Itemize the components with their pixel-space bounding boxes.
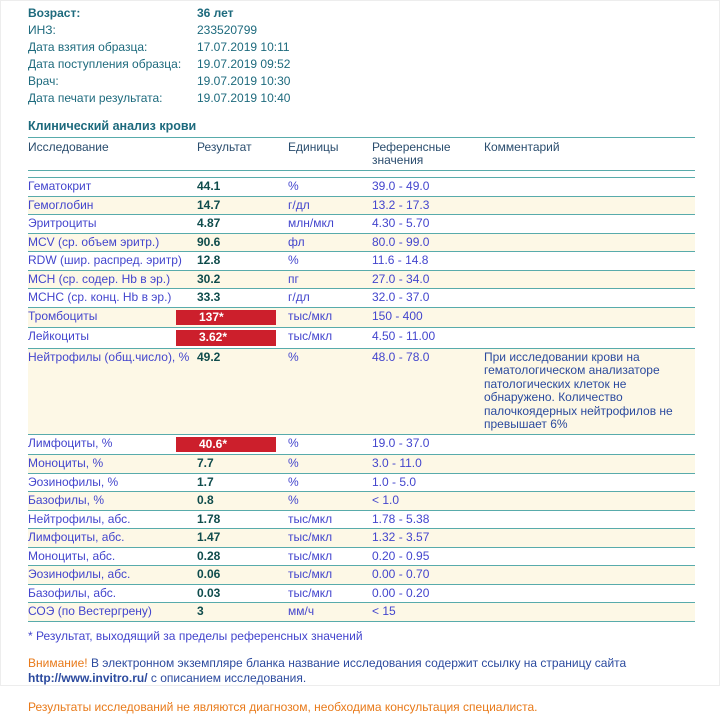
test-comment [484,270,695,289]
test-result: 3 [197,604,204,618]
test-units: пг [288,271,299,286]
test-units: млн/мкл [288,216,334,230]
info-value: 36 лет [197,6,234,20]
column-header-comment: Комментарий [484,140,560,154]
disclaimer-text: Результаты исследований не являются диагнозом, необходима консультация специалиста. [28,699,538,714]
test-units: % [288,349,299,364]
info-label: ИНЗ: [28,23,56,37]
test-name: Эозинофилы, % [28,474,119,489]
header-spacer [28,171,695,178]
test-reference: 150 - 400 [372,308,423,323]
test-reference: 80.0 - 99.0 [372,234,430,249]
test-reference: 4.30 - 5.70 [372,216,430,230]
test-result: 33.3 [197,290,221,304]
attention-label: Внимание! [28,655,88,670]
info-row [28,22,695,39]
test-reference: 1.0 - 5.0 [372,474,417,489]
test-reference: 0.00 - 0.70 [372,567,430,581]
test-comment [484,455,695,474]
test-reference: 11.6 - 14.8 [372,253,429,267]
test-comment [484,178,695,197]
test-comment [484,566,695,585]
table-row [28,270,695,289]
test-reference: 27.0 - 34.0 [372,271,430,286]
test-units: тыс/мкл [288,511,333,526]
test-comment [484,307,695,328]
test-reference: 3.0 - 11.0 [372,456,422,470]
test-units: % [288,435,299,450]
test-comment [484,492,695,511]
table-header-row [28,138,695,171]
test-name: MCV (ср. объем эритр.) [28,234,160,249]
test-result: 90.6 [197,234,221,249]
column-header-result: Результат [197,140,252,154]
test-result: 1.47 [197,530,221,544]
info-row [28,39,695,56]
test-comment [484,547,695,566]
test-result: 44.1 [197,179,221,193]
test-comment [484,328,695,349]
test-units: % [288,474,299,489]
test-units: тыс/мкл [288,329,333,343]
info-label: Врач: [28,74,59,88]
info-row [28,90,695,107]
test-units: мм/ч [288,604,315,618]
test-comment [484,252,695,271]
results-table-body [28,178,695,622]
test-comment [484,473,695,492]
table-row [28,196,695,215]
test-name: RDW (шир. распред. эритр) [28,253,182,267]
test-units: % [288,179,299,193]
table-row [28,510,695,529]
test-comment [484,215,695,234]
test-comment [484,510,695,529]
info-value: 19.07.2019 10:30 [197,74,291,88]
test-comment [484,529,695,548]
test-reference: 39.0 - 49.0 [372,179,430,193]
test-result [197,307,288,328]
column-header-test: Исследование [28,140,109,154]
test-name: Базофилы, абс. [28,585,117,600]
test-reference: 32.0 - 37.0 [372,290,430,304]
info-value: 17.07.2019 10:11 [197,40,290,54]
table-row [28,233,695,252]
table-row [28,529,695,548]
info-row [28,5,695,22]
table-row [28,348,695,434]
test-name: Гемоглобин [28,197,94,212]
test-result: 0.8 [197,493,214,507]
table-row [28,252,695,271]
test-result: 12.8 [197,253,221,267]
test-comment [484,233,695,252]
test-result [197,328,288,349]
test-name: Эритроциты [28,216,97,230]
table-row [28,215,695,234]
test-result: 7.7 [197,456,214,470]
test-units: % [288,493,299,507]
test-name: Лейкоциты [28,329,90,343]
results-table [28,137,695,622]
table-row [28,455,695,474]
test-reference: 1.78 - 5.38 [372,511,430,526]
test-comment [484,434,695,455]
table-row [28,328,695,349]
test-units: г/дл [288,290,310,304]
table-row [28,584,695,603]
test-reference: < 15 [372,604,396,618]
test-units: г/дл [288,197,310,212]
test-name: Эозинофилы, абс. [28,567,131,581]
test-comment: При исследовании крови на гематологическом анализаторе патологических клеток не обнаружено. Количество палочкоядерных нейтрофилов не превышает 6% [484,349,673,431]
test-name: Лимфоциты, % [28,435,113,450]
test-reference: 0.20 - 0.95 [372,548,430,563]
table-row [28,492,695,511]
test-units: % [288,253,299,267]
test-reference: 13.2 - 17.3 [372,197,430,212]
test-name: Лимфоциты, абс. [28,530,125,544]
table-row [28,547,695,566]
test-comment [484,584,695,603]
out-of-range-footnote: * Результат, выходящий за пределы референсных значений [28,628,363,643]
test-result: 1.78 [197,511,221,526]
test-units: тыс/мкл [288,567,333,581]
test-units: тыс/мкл [288,548,333,563]
table-row [28,434,695,455]
sample-info-block [28,5,695,107]
test-result: 4.87 [197,216,221,230]
info-label: Дата взятия образца: [28,40,148,54]
test-reference: 48.0 - 78.0 [372,349,430,364]
attention-notice [28,656,668,686]
test-name: Тромбоциты [28,308,98,323]
info-value: 233520799 [197,23,258,37]
info-row [28,73,695,90]
test-units: % [288,456,299,470]
test-reference: 4.50 - 11.00 [372,329,436,343]
test-units: тыс/мкл [288,585,333,600]
test-result: 0.06 [197,567,221,581]
table-row [28,603,695,622]
test-reference: 0.00 - 0.20 [372,585,430,600]
test-result [197,434,288,455]
out-of-range-highlight: 40.6* [176,437,276,453]
column-header-reference: Референсные значения [372,140,451,167]
test-result: 1.7 [197,474,214,489]
table-row [28,566,695,585]
test-result: 30.2 [197,271,221,286]
test-name: СОЭ (по Вестергрену) [28,604,152,618]
out-of-range-highlight: 137* [176,310,276,326]
test-units: тыс/мкл [288,530,333,544]
test-comment [484,289,695,308]
test-name: Базофилы, % [28,493,104,507]
info-row [28,56,695,73]
test-reference: 1.32 - 3.57 [372,530,430,544]
test-reference: 19.0 - 37.0 [372,435,430,450]
info-label: Дата поступления образца: [28,57,182,71]
table-row [28,289,695,308]
test-name: Гематокрит [28,179,92,193]
table-row [28,178,695,197]
table-row [28,307,695,328]
test-units: фл [288,234,305,249]
test-comment [484,196,695,215]
test-reference: < 1.0 [372,493,400,507]
info-value: 19.07.2019 09:52 [197,57,291,71]
test-name: Моноциты, % [28,456,104,470]
test-name: Нейтрофилы (общ.число), % [28,349,190,364]
section-title: Клинический анализ крови [28,119,197,133]
info-label: Дата печати результата: [28,91,163,105]
column-header-units: Единицы [288,140,339,154]
test-result: 0.28 [197,548,221,563]
out-of-range-highlight: 3.62* [176,330,276,346]
info-label: Возраст: [28,6,81,20]
test-name: Моноциты, абс. [28,548,116,563]
invitro-link[interactable]: http://www.invitro.ru/ [28,670,148,685]
test-result: 14.7 [197,197,221,212]
info-value: 19.07.2019 10:40 [197,91,291,105]
test-name: MCHC (ср. конц. Hb в эр.) [28,290,172,304]
test-name: Нейтрофилы, абс. [28,511,131,526]
test-comment [484,603,695,622]
test-result: 0.03 [197,585,221,600]
table-row [28,473,695,492]
notice-text-after-link: с описанием исследования. [147,670,307,685]
test-result: 49.2 [197,349,221,364]
test-name: MCH (ср. содер. Hb в эр.) [28,271,171,286]
notice-text-before-link: В электронном экземпляре бланка название исследования содержит ссылку на страницу сайта [87,655,627,670]
test-units: тыс/мкл [288,308,333,323]
